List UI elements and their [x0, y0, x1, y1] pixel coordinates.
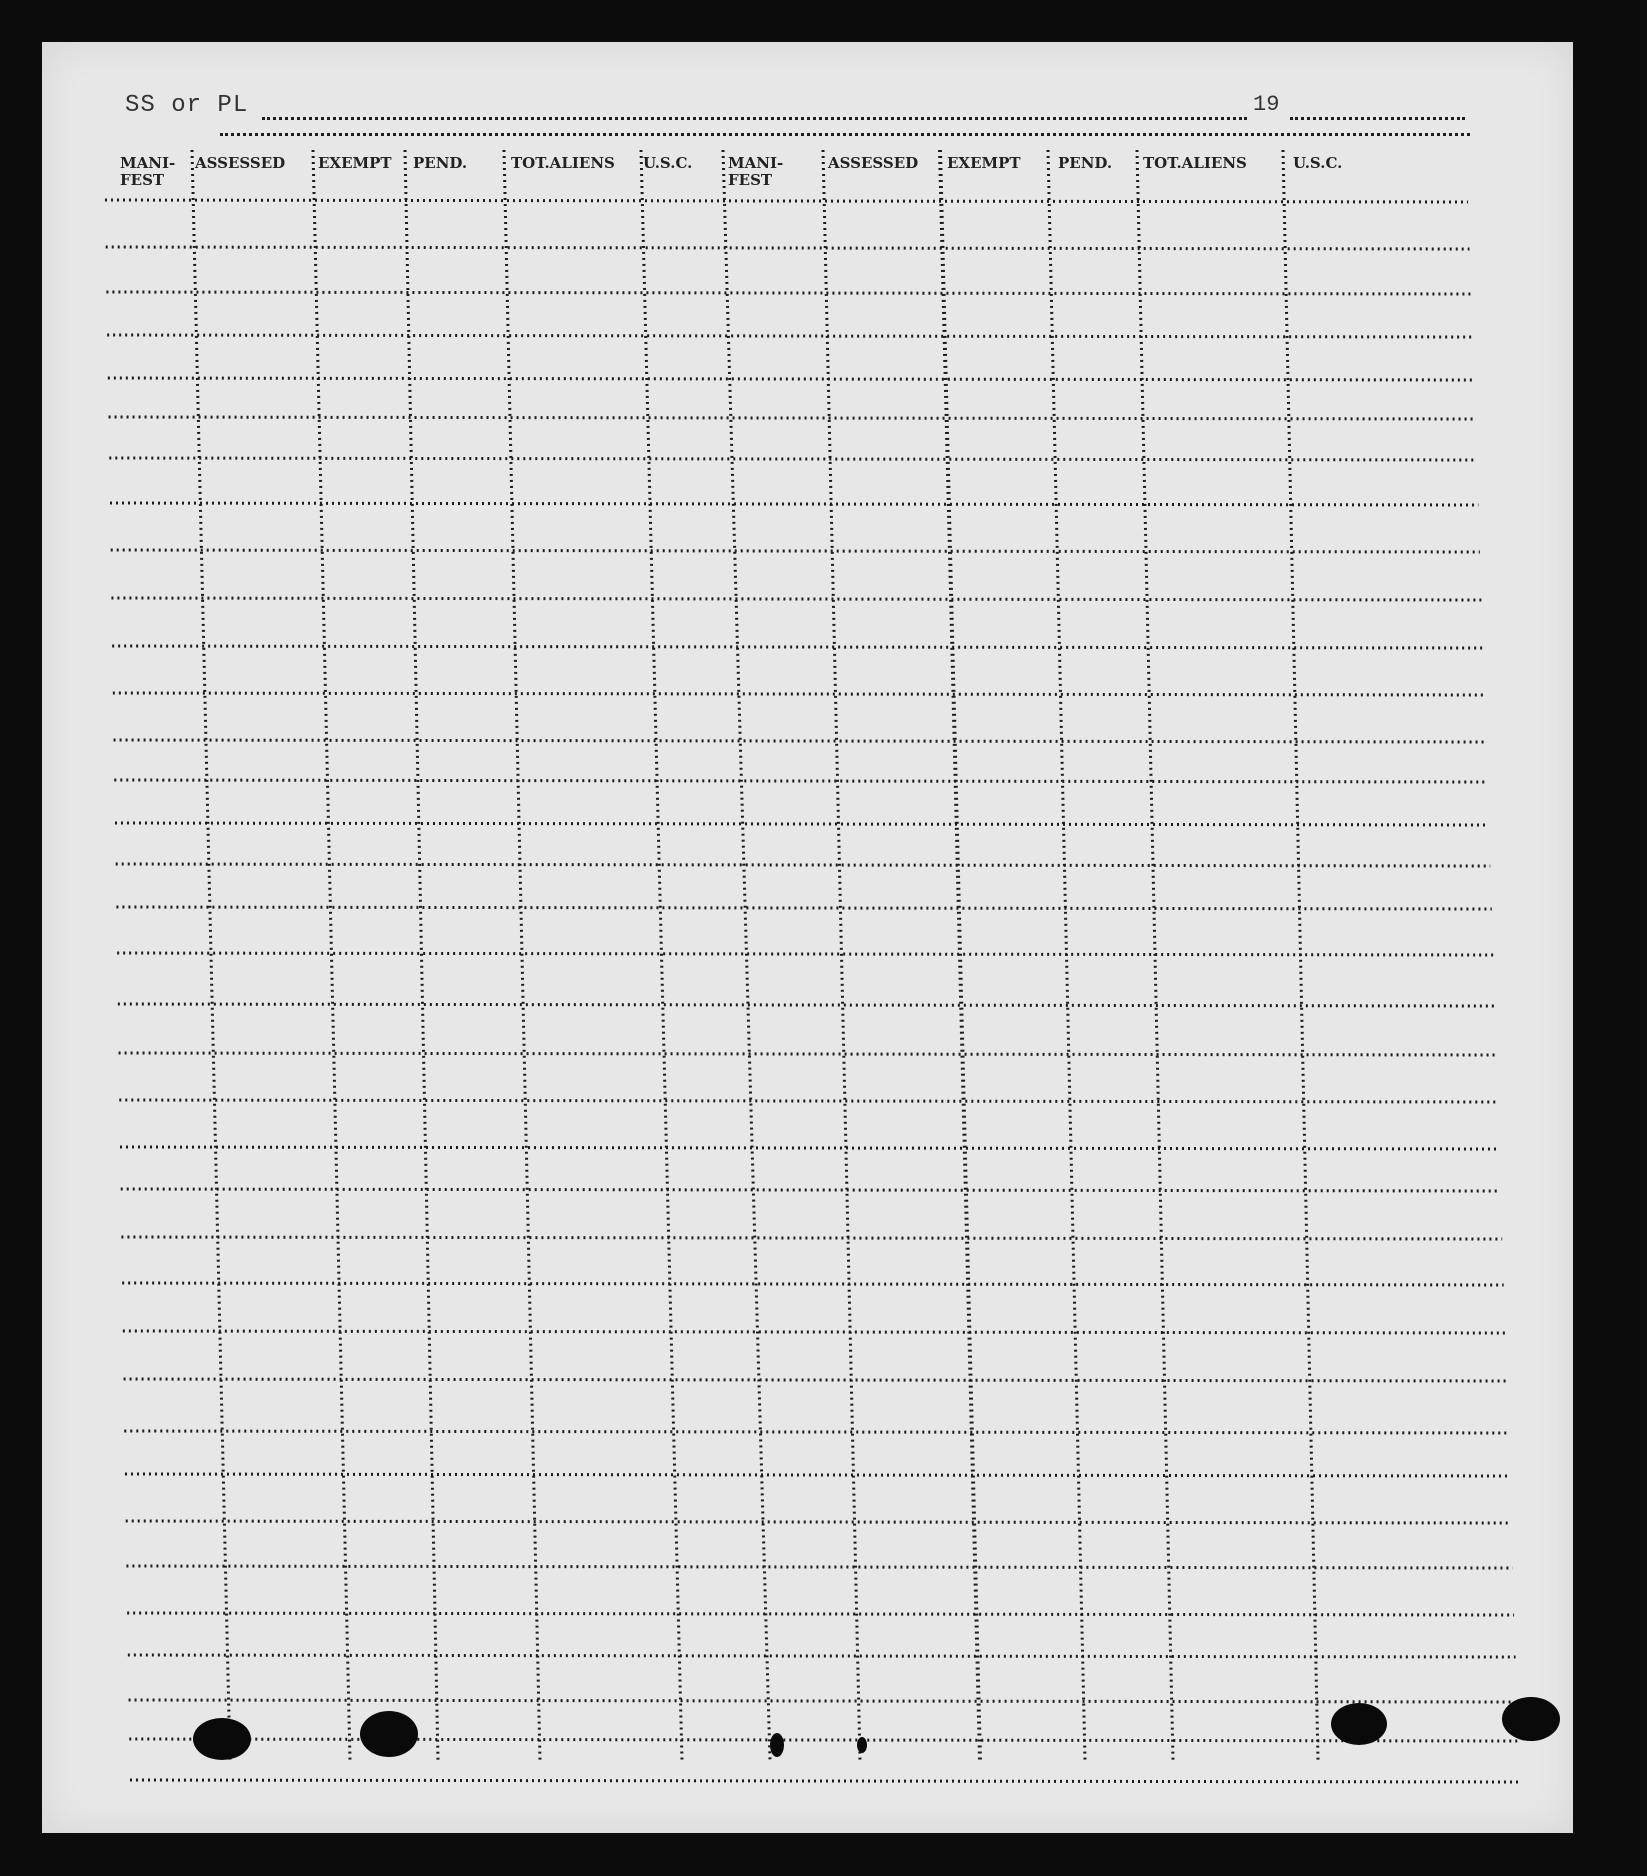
ledger-column-rule — [405, 150, 438, 1760]
col-header-pend-1: PEND. — [413, 154, 468, 172]
ledger-row-rule — [127, 1613, 1514, 1615]
ledger-row-rule — [105, 200, 1468, 202]
ledger-row-rule — [107, 335, 1472, 337]
ship-label: SS or PL — [125, 92, 249, 119]
ledger-row-rule — [116, 864, 1491, 866]
ink-mark — [770, 1733, 784, 1757]
ledger-row-rule — [121, 1237, 1502, 1239]
ledger-column-rule — [504, 150, 540, 1760]
punch-hole — [360, 1711, 418, 1757]
ledger-row-rule — [122, 1283, 1504, 1285]
col-header-assessed-1: ASSESSED — [195, 154, 286, 172]
ledger-row-rule — [109, 458, 1477, 460]
col-header-exempt-2: EXEMPT — [947, 154, 1021, 172]
ledger-row-rule — [124, 1379, 1507, 1381]
col-header-tot-aliens-2: TOT.ALIENS — [1143, 154, 1247, 172]
ledger-row-rule — [119, 1053, 1497, 1055]
ledger-row-rule — [116, 907, 1491, 909]
ledger-row-rule — [121, 1189, 1501, 1191]
col-header-manifest-2: MANI- FEST — [728, 154, 784, 189]
col-header-manifest-1: MANI- FEST — [120, 154, 176, 189]
ledger-row-rule — [125, 1474, 1510, 1476]
ledger-row-rule — [130, 1780, 1520, 1782]
ledger-row-rule — [126, 1521, 1511, 1523]
ledger-row-rule — [115, 823, 1489, 825]
ledger-row-rule — [110, 503, 1478, 505]
year-label: 19 — [1253, 92, 1280, 117]
punch-hole — [193, 1718, 251, 1760]
ledger-row-rule — [128, 1655, 1516, 1657]
ledger-row-rule — [118, 1004, 1495, 1006]
ledger-row-rule — [117, 953, 1493, 955]
ledger-row-rule — [114, 780, 1487, 782]
ledger-row-rule — [108, 378, 1474, 380]
ledger-row-rule — [106, 247, 1470, 249]
ledger-row-rule — [123, 1331, 1505, 1333]
ledger-row-rule — [106, 292, 1471, 294]
ledger-row-rule — [126, 1566, 1512, 1568]
ledger-row-rule — [119, 1100, 1497, 1102]
punch-hole — [1502, 1697, 1560, 1741]
ledger-row-rule — [109, 417, 1476, 419]
ink-mark — [857, 1737, 867, 1753]
col-header-usc-2: U.S.C. — [1293, 154, 1343, 172]
ledger-row-rule — [129, 1700, 1517, 1702]
punch-hole — [1331, 1703, 1387, 1745]
col-header-usc-1: U.S.C. — [643, 154, 693, 172]
col-header-exempt-1: EXEMPT — [318, 154, 392, 172]
col-header-pend-2: PEND. — [1058, 154, 1113, 172]
col-header-tot-aliens-1: TOT.ALIENS — [511, 154, 615, 172]
ledger-row-rule — [120, 1147, 1499, 1149]
ledger-row-rule — [114, 740, 1486, 742]
ledger-column-rule — [823, 150, 860, 1760]
ledger-row-rule — [113, 693, 1484, 695]
ledger-row-rule — [112, 646, 1483, 648]
ledger-row-rule — [129, 1739, 1518, 1741]
col-header-assessed-2: ASSESSED — [828, 154, 919, 172]
ledger-column-rule — [313, 150, 350, 1760]
ledger-row-rule — [111, 550, 1480, 552]
ledger-column-rule — [192, 150, 230, 1760]
ledger-row-rule — [124, 1431, 1508, 1433]
ledger-row-rule — [111, 598, 1481, 600]
